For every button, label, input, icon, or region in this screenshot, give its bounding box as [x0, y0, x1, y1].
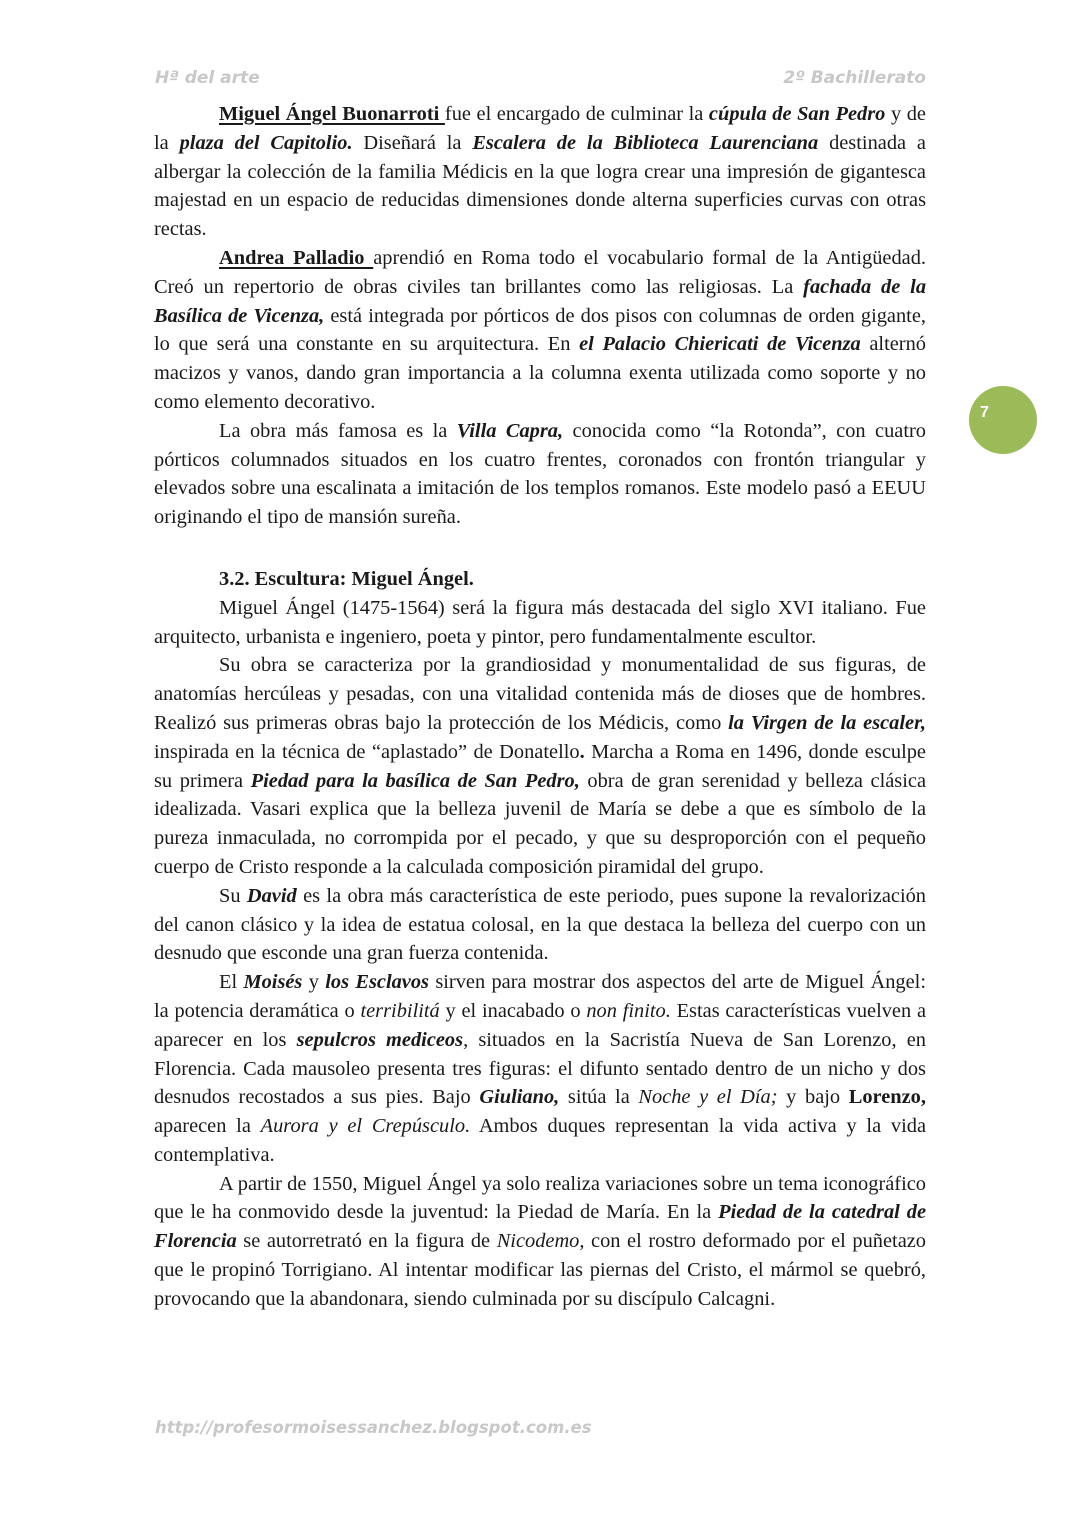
- artwork-title: Escalera de la Biblioteca Laurenciana: [472, 131, 819, 154]
- artwork-title: los Esclavos: [325, 971, 429, 994]
- artwork-title: la Virgen de la escaler,: [728, 711, 926, 734]
- footer-url: http://profesormoisessanchez.blogspot.com.es: [155, 1418, 592, 1437]
- artwork-title: plaza del Capitolio.: [179, 131, 353, 154]
- paragraph-villa-capra: La obra más famosa es la Villa Capra, conocida como “la Rotonda”, con cuatro pórticos columnados situados en los cuatro frentes, coronados con frontón triangular y elevados sobre una escalinata a imitación de los templos romanos. Este modelo pasó a EEUU originando el tipo de mansión sureña.: [154, 419, 926, 529]
- artist-name: Miguel Ángel Buonarroti: [219, 103, 445, 125]
- artwork-title: sepulcros mediceos: [296, 1028, 464, 1051]
- paragraph-miguel-angel-architecture: Miguel Ángel Buonarroti fue el encargado de culminar la cúpula de San Pedro y de la plaza del Capitolio. Diseñará la Escalera de la Biblioteca Laurenciana destinada a albergar la colección de la familia Médicis en la que logra crear una impresión de gigantesca majestad en un espacio de reducidas dimensiones donde alterna superficies curvas con otras rectas.: [154, 103, 926, 241]
- header-course: 2º Bachillerato: [783, 68, 926, 88]
- header-subject: Hª del arte: [155, 68, 260, 88]
- paragraph-early-works: Su obra se caracteriza por la grandiosidad y monumentalidad de sus figuras, de anatomías hercúleas y pesadas, con una vitalidad contenida más de dioses que de hombres. Realizó sus primeras obras bajo la protección de los Médicis, como la Virgen de la escaler, inspirada en la técnica de “aplastado” de Donatello. Marcha a Roma en 1496, donde esculpe su primera Piedad para la basílica de San Pedro, obra de gran serenidad y belleza clásica idealizada. Vasari explica que la belleza juvenil de María se debe a que es símbolo de la pureza inmaculada, no corrompida por el pecado, y que su desproporción con el pequeño cuerpo de Cristo responde a la calculada composición piramidal del grupo.: [154, 654, 927, 878]
- page-number: 7: [980, 404, 989, 421]
- paragraph-moises-esclavos: El Moisés y los Esclavos sirven para mostrar dos aspectos del arte de Miguel Ángel: la potencia deramática o terribilitá y el inacabado o non finito. Estas características vuelven a aparecer en los sepulcros mediceos, situados en la Sacristía Nueva de San Lorenzo, en Florencia. Cada mausoleo presenta tres figuras: el difunto sentado dentro de un nicho y dos desnudos recostados a sus pies. Bajo Giuliano, sitúa la Noche y el Día; y bajo Lorenzo, aparecen la Aurora y el Crepúsculo. Ambos duques representan la vida activa y la vida contemplativa.: [154, 971, 927, 1166]
- page-number-badge: [969, 386, 1037, 454]
- paragraph-miguel-angel-intro: Miguel Ángel (1475-1564) será la figura más destacada del siglo XVI italiano. Fue arquitecto, urbanista e ingeniero, poeta y pintor, pero fundamentalmente escultor.: [154, 596, 926, 648]
- artwork-title: Piedad de la catedral de Florencia: [154, 1201, 926, 1253]
- artwork-title: Moisés: [243, 971, 303, 994]
- artwork-title: fachada de la Basílica de Vicenza,: [154, 275, 927, 327]
- artwork-title: cúpula de San Pedro: [708, 103, 886, 125]
- paragraph-late-pieta: A partir de 1550, Miguel Ángel ya solo realiza variaciones sobre un tema iconográfico que le ha conmovido desde la juventud: la Piedad de María. En la Piedad de la catedral de Florencia se autorretrató en la figura de Nicodemo, con el rostro deformado por el puñetazo que le propinó Torrigiano. Al intentar modificar las piernas del Cristo, el mármol se quebró, provocando que la abandonara, siendo culminada por su discípulo Calcagni.: [154, 1172, 927, 1310]
- artist-name: Andrea Palladio: [219, 246, 374, 269]
- paragraph-palladio: Andrea Palladio aprendió en Roma todo el vocabulario formal de la Antigüedad. Creó un repertorio de obras civiles tan brillantes como las religiosas. La fachada de la Basílica de Vicenza, está integrada por pórticos de dos pisos con columnas de orden gigante, lo que será una constante en su arquitectura. En el Palacio Chiericati de Vicenza alternó macizos y vanos, dando gran importancia a la columna exenta utilizada como soporte y no como elemento decorativo.: [154, 246, 927, 413]
- artwork-title: David: [246, 884, 297, 907]
- artwork-title: Villa Capra,: [456, 419, 564, 442]
- document-body: [154, 100, 926, 1314]
- artwork-title: el Palacio Chiericati de Vicenza: [579, 333, 861, 356]
- artwork-title: Piedad para la basílica de San Pedro,: [250, 769, 580, 792]
- paragraph-david: Su David es la obra más característica de este periodo, pues supone la revalorización del canon clásico y la idea de estatua colosal, en la que destaca la belleza del cuerpo con un desnudo que esconde una gran fuerza contenida.: [154, 884, 926, 965]
- section-heading: 3.2. Escultura: Miguel Ángel.: [219, 567, 474, 590]
